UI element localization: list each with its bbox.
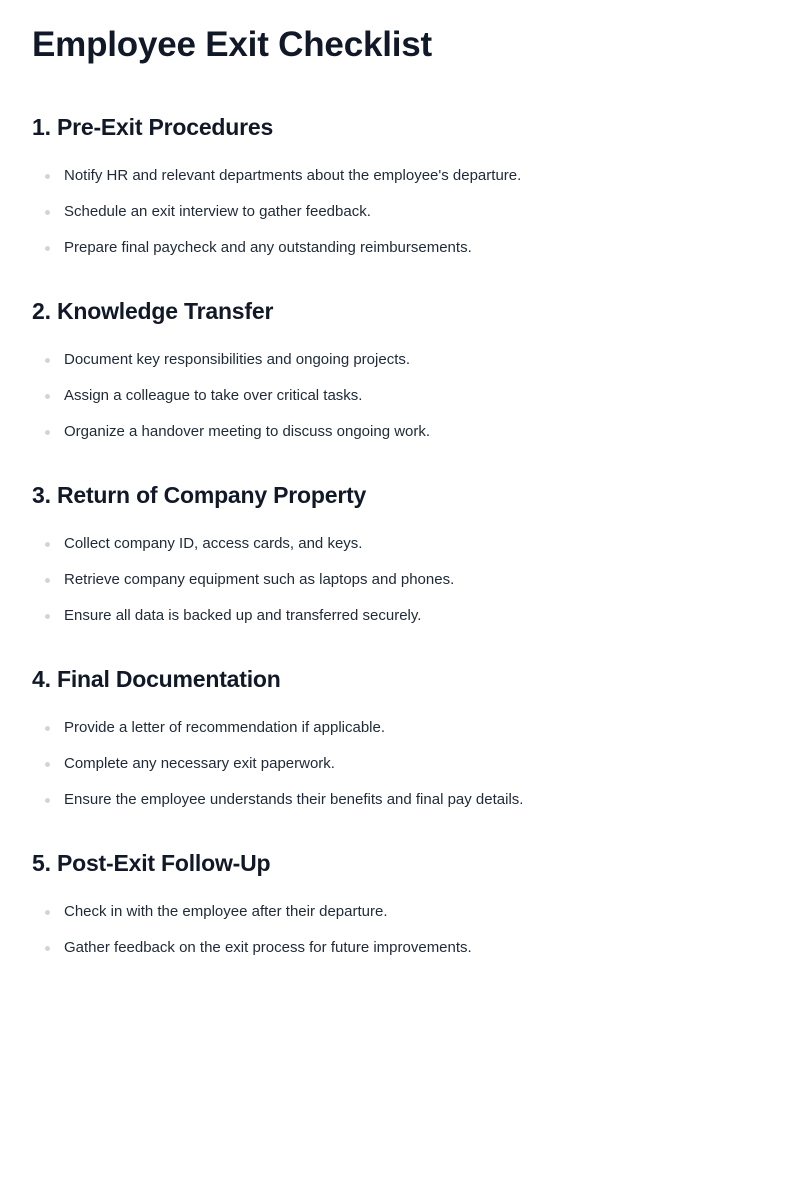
page-title: Employee Exit Checklist	[32, 25, 433, 64]
section-heading: 1. Pre-Exit Procedures	[32, 114, 274, 140]
list-item-text: Organize a handover meeting to discuss ongoing work.	[64, 423, 431, 440]
list-item	[32, 606, 768, 626]
checklist-items	[32, 902, 768, 958]
list-item-text: Ensure the employee understands their benefits and final pay details.	[64, 791, 524, 808]
bullet-icon	[45, 174, 50, 179]
bullet-icon	[45, 910, 50, 915]
section-heading: 3. Return of Company Property	[32, 482, 367, 508]
list-item	[32, 570, 768, 590]
bullet-icon	[45, 946, 50, 951]
bullet-icon	[45, 578, 50, 583]
list-item	[32, 718, 768, 738]
list-item	[32, 386, 768, 406]
checklist-items	[32, 534, 768, 626]
bullet-icon	[45, 762, 50, 767]
bullet-icon	[45, 798, 50, 803]
checklist-sections	[32, 112, 768, 958]
list-item	[32, 938, 768, 958]
list-item	[32, 534, 768, 554]
list-item-text: Document key responsibilities and ongoing projects.	[64, 351, 411, 368]
list-item-text: Complete any necessary exit paperwork.	[64, 755, 335, 772]
checklist-section	[32, 664, 768, 810]
checklist-section	[32, 480, 768, 626]
bullet-icon	[45, 542, 50, 547]
checklist-section	[32, 112, 768, 258]
bullet-icon	[45, 614, 50, 619]
list-item-text: Ensure all data is backed up and transferred securely.	[64, 607, 422, 624]
list-item	[32, 350, 768, 370]
list-item-text: Assign a colleague to take over critical tasks.	[64, 387, 363, 404]
list-item	[32, 902, 768, 922]
list-item-text: Prepare final paycheck and any outstanding reimbursements.	[64, 239, 472, 256]
section-heading: 2. Knowledge Transfer	[32, 298, 274, 324]
checklist-items	[32, 350, 768, 442]
bullet-icon	[45, 210, 50, 215]
list-item	[32, 202, 768, 222]
list-item	[32, 422, 768, 442]
list-item-text: Check in with the employee after their departure.	[64, 903, 388, 920]
bullet-icon	[45, 246, 50, 251]
section-heading: 4. Final Documentation	[32, 666, 281, 692]
bullet-icon	[45, 430, 50, 435]
section-heading: 5. Post-Exit Follow-Up	[32, 850, 271, 876]
list-item	[32, 790, 768, 810]
bullet-icon	[45, 726, 50, 731]
checklist-items	[32, 718, 768, 810]
bullet-icon	[45, 394, 50, 399]
checklist-section	[32, 296, 768, 442]
list-item-text: Gather feedback on the exit process for future improvements.	[64, 939, 472, 956]
checklist-items	[32, 166, 768, 258]
list-item	[32, 754, 768, 774]
list-item-text: Collect company ID, access cards, and keys.	[64, 535, 363, 552]
list-item-text: Schedule an exit interview to gather feedback.	[64, 203, 371, 220]
list-item	[32, 238, 768, 258]
list-item	[32, 166, 768, 186]
list-item-text: Retrieve company equipment such as laptops and phones.	[64, 571, 455, 588]
list-item-text: Notify HR and relevant departments about the employee's departure.	[64, 167, 522, 184]
checklist-section	[32, 848, 768, 958]
list-item-text: Provide a letter of recommendation if applicable.	[64, 719, 386, 736]
bullet-icon	[45, 358, 50, 363]
